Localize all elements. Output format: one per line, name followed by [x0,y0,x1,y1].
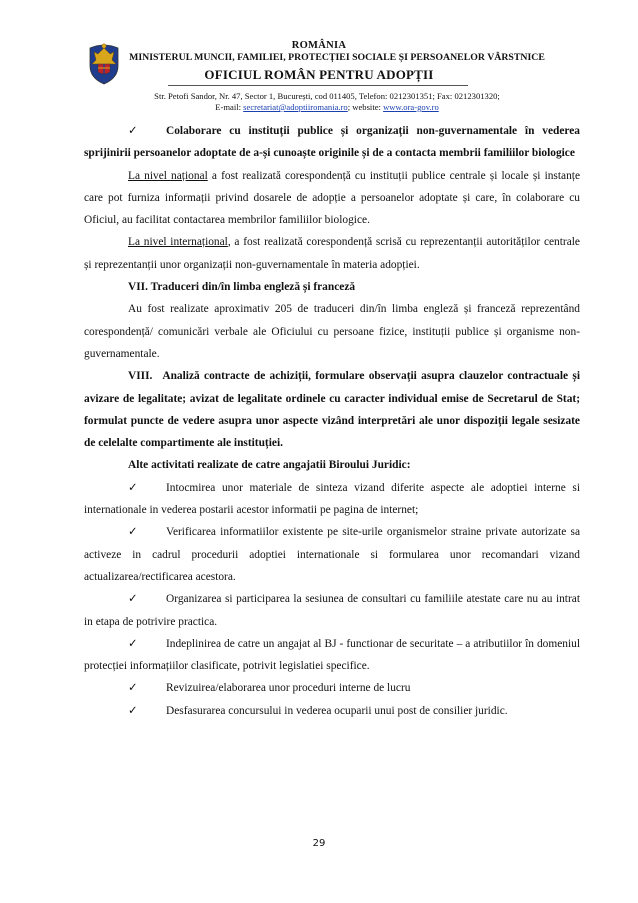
section-8-text: Analiză contracte de achiziții, formulare observații asupra clauzelor contractuale și avizare de legalitate; avizat de legalitate ordinele cu caracter individual emise de Secretarul de Stat; formulat puncte de vedere asupra unor aspecte vizând interpretări ale unor dispoziții legale sesizate de celelalte compartimente ale instituției. [84,370,580,450]
document-header [0,0,638,120]
heading-collaboration [84,120,580,165]
check-icon: ✓ [128,637,138,650]
list-item [84,700,580,722]
list-item-text: Intocmirea unor materiale de sinteza vizand diferite aspecte ale adoptiei interne si internationale in vederea postarii acestor informatii pe pagina de internet; [84,481,580,517]
list-item [84,677,580,699]
check-icon: ✓ [128,682,138,695]
section-8-number: VIII. [128,370,153,383]
list-item [84,521,580,588]
header-contact [8,102,638,112]
check-icon: ✓ [128,593,138,606]
list-item [84,588,580,633]
paragraph-national [84,165,580,232]
header-ministry: MINISTERUL MUNCII, FAMILIEI, PROTECȚIEI SOCIALE ȘI PERSOANELOR VÂRSTNICE [129,52,545,63]
list-item [84,633,580,678]
check-icon: ✓ [128,704,138,717]
page-number: 29 [312,838,326,849]
header-country: ROMÂNIA [291,40,347,51]
header-address: Str. Petofi Sandor, Nr. 47, Sector 1, București, cod 011405, Telefon: 0212301351; Fax: 0212301320; [154,91,500,101]
header-office: OFICIUL ROMÂN PENTRU ADOPȚII [204,67,434,82]
check-icon: ✓ [128,481,138,494]
list-item [84,477,580,522]
section-7-title: VII. Traduceri din/în limba engleză și franceză [128,281,356,294]
section-8-title [84,365,580,454]
heading-collaboration-text: Colaborare cu instituții publice și organizații non-guvernamentale în vederea sprijinirii persoanelor adoptate de a-și cunoaște originile și de a contacta membrii familiilor biologice [84,125,580,160]
international-text: , a fost realizată corespondență scrisă cu reprezentanții autorităților centrale și reprezentanții unor organizații non-guvernamentale în materia adopției. [84,236,580,271]
other-activities-heading: Alte activitati realizate de catre angajatii Biroului Juridic: [128,459,411,472]
check-icon: ✓ [128,125,138,137]
list-item-text: Revizuirea/elaborarea unor proceduri interne de lucru [166,682,411,695]
list-item-text: Indeplinirea de catre un angajat al BJ - functionar de securitate – a atributiilor în domeniul protecției informațiilor clasificate, potrivit legislatiei specifice. [84,637,580,673]
paragraph-translations: Au fost realizate aproximativ 205 de traduceri din/în limba engleză și franceză reprezentând corespondență/ comunicări verbale ale Oficiului cu persoane fizice, instituții publice și organisme non-guvernamentale. [84,303,580,360]
email-label: E-mail: [215,102,244,112]
website-label: ; website: [347,102,384,112]
national-label: La nivel național [128,169,208,182]
international-label: La nivel internațional [128,236,228,249]
national-text: a fost realizată corespondență cu instituții publice centrale și locale și instanțe care pot furniza informații privind dosarele de adopție a persoanelor adoptate și care, în colaborare cu Oficiul, au facilitat contactarea membrilor familiilor biologice. [84,169,580,227]
website-link[interactable]: www.ora-gov.ro [383,102,439,112]
list-item-text: Organizarea si participarea la sesiunea de consultari cu familiile atestate care nu au intrat in etapa de potrivire practica. [84,593,580,628]
paragraph-international [84,231,580,276]
check-icon: ✓ [128,526,138,539]
page-body [84,120,580,722]
header-rule [168,85,468,86]
email-link[interactable]: secretariat@adoptiiromania.ro [243,102,348,112]
list-item-text: Verificarea informatiilor existente pe site-urile organismelor straine private autorizate sa activeze in cadrul procedurii adoptiei internationale si formularea unor recomandari vizand actualizarea/rectificarea acestora. [84,526,580,583]
list-item-text: Desfasurarea concursului in vederea ocuparii unui post de consilier juridic. [166,704,508,717]
